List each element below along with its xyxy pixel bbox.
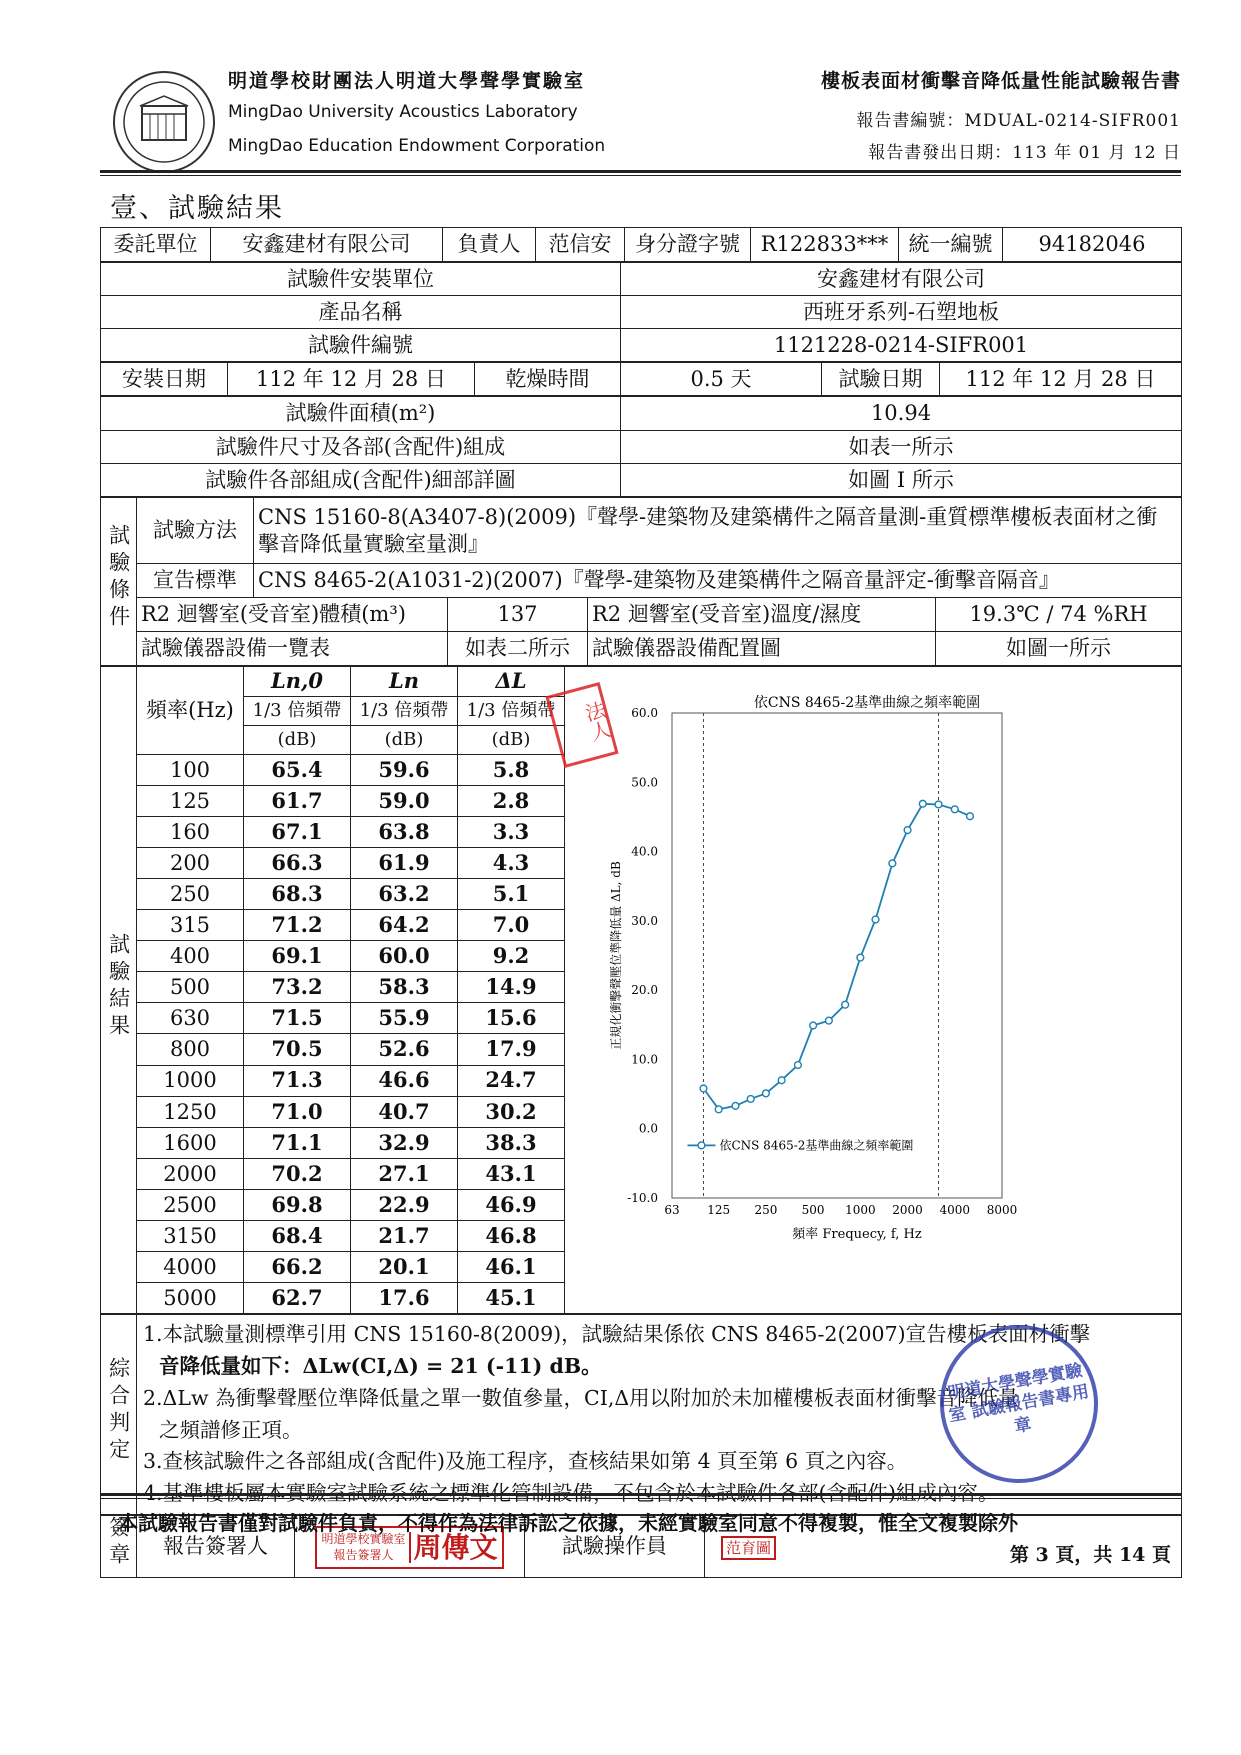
- freq-cell: 800: [137, 1034, 244, 1065]
- unit-label: (dB): [458, 726, 565, 755]
- results-group-label: 試驗結果: [101, 667, 137, 1314]
- lab-name-cn: 明道學校財團法人明道大學聲學實驗室: [228, 70, 586, 92]
- volume-value: 137: [448, 598, 588, 632]
- data-point: [967, 813, 974, 820]
- temp-value: 19.3℃ / 74 %RH: [936, 598, 1182, 632]
- delta-l-cell: 2.8: [458, 785, 565, 816]
- plot-frame: [672, 713, 1002, 1198]
- freq-cell: 160: [137, 817, 244, 848]
- ln-cell: 40.7: [351, 1096, 458, 1127]
- x-tick-label: 4000: [939, 1203, 971, 1217]
- ln0-cell: 70.5: [244, 1034, 351, 1065]
- side-red-stamp: 法人: [545, 682, 618, 768]
- area-value: 10.94: [621, 397, 1182, 431]
- client-label: 委託單位: [101, 228, 211, 262]
- x-axis-label: 頻率 Frequecy, f, Hz: [792, 1227, 922, 1242]
- ln-cell: 59.0: [351, 785, 458, 816]
- specimen-info-2: [100, 396, 1182, 497]
- operator-label: 試驗操作員: [525, 1515, 705, 1577]
- chart-cell: [565, 667, 1182, 1314]
- data-point: [935, 801, 942, 808]
- client-value: 安鑫建材有限公司: [211, 228, 443, 262]
- ln0-cell: 68.4: [244, 1220, 351, 1251]
- ln0-cell: 71.1: [244, 1127, 351, 1158]
- x-tick-label: 500: [801, 1203, 825, 1217]
- delta-l-chart: [565, 667, 1182, 1307]
- ln0-cell: 71.5: [244, 1003, 351, 1034]
- size-label: 試驗件尺寸及各部(含配件)組成: [101, 431, 621, 464]
- data-point: [715, 1106, 722, 1113]
- ln0-cell: 66.2: [244, 1251, 351, 1282]
- freq-cell: 5000: [137, 1282, 244, 1313]
- summary-line-1a: 1.本試驗量測標準引用 CNS 15160-8(2009)，試驗結果係依 CNS 8465-2(2007)宣告樓板表面材衝擊: [143, 1322, 1091, 1347]
- footer-rule-thin: [100, 1498, 1181, 1499]
- freq-cell: 200: [137, 848, 244, 879]
- ln-cell: 60.0: [351, 941, 458, 972]
- ln-cell: 20.1: [351, 1251, 458, 1282]
- data-point: [904, 827, 911, 834]
- page-number: 第 3 頁，共 14 頁: [1009, 1544, 1171, 1566]
- ln0-cell: 68.3: [244, 879, 351, 910]
- delta-l-cell: 4.3: [458, 848, 565, 879]
- y-tick-label: 40.0: [631, 844, 658, 859]
- band-label: 1/3 倍頻帶: [244, 697, 351, 726]
- y-axis-label: 正規化衝擊聲壓位準降低量 ΔL, dB: [609, 861, 623, 1050]
- lab-round-seal: 明道大學聲學實驗室 試驗報告書專用章: [927, 1312, 1110, 1495]
- band-label: 1/3 倍頻帶: [351, 697, 458, 726]
- report-number: 報告書編號：MDUAL-0214-SIFR001: [856, 111, 1181, 131]
- delta-l-cell: 45.1: [458, 1282, 565, 1313]
- freq-cell: 630: [137, 1003, 244, 1034]
- legend-label: 依CNS 8465-2基準曲線之頻率範圍: [719, 1138, 914, 1153]
- signer-label: 報告簽署人: [137, 1515, 295, 1577]
- detail-value: 如圖 I 所示: [621, 464, 1182, 497]
- uni-label: 統一編號: [899, 228, 1003, 262]
- university-seal-logo: [112, 70, 216, 174]
- test-date-value: 112 年 12 月 28 日: [940, 363, 1182, 396]
- summary-line-3: 3.查核試驗件之各部組成(含配件)及施工程序，查核結果如第 4 頁至第 6 頁之內容。: [143, 1449, 908, 1474]
- freq-cell: 1250: [137, 1096, 244, 1127]
- dry-label: 乾燥時間: [475, 363, 621, 396]
- test-conditions: [100, 497, 1182, 666]
- delta-l-cell: 7.0: [458, 910, 565, 941]
- ln0-cell: 65.4: [244, 754, 351, 785]
- size-value: 如表一所示: [621, 431, 1182, 464]
- delta-l-cell: 5.8: [458, 754, 565, 785]
- freq-cell: 315: [137, 910, 244, 941]
- standard-value: CNS 8465-2(A1031-2)(2007)『聲學-建築物及建築構件之隔音量評定-衝擊音隔音』: [254, 564, 1182, 598]
- x-tick-label: 125: [707, 1203, 731, 1217]
- data-point: [778, 1077, 785, 1084]
- ln-header: Ln: [351, 667, 458, 697]
- delta-l-cell: 46.8: [458, 1220, 565, 1251]
- method-value: CNS 15160-8(A3407-8)(2009)『聲學-建築物及建築構件之隔音量測-重質標準樓板表面材之衝擊音降低量實驗室量測』: [254, 498, 1182, 564]
- delta-l-cell: 3.3: [458, 817, 565, 848]
- ln0-cell: 69.1: [244, 941, 351, 972]
- report-title: 樓板表面材衝擊音降低量性能試驗報告書: [820, 70, 1181, 92]
- data-point: [747, 1096, 754, 1103]
- data-point: [700, 1085, 707, 1092]
- y-tick-label: 50.0: [631, 775, 658, 790]
- ln-cell: 63.2: [351, 879, 458, 910]
- conditions-group-label: 試驗條件: [101, 498, 137, 666]
- chart-title: 依CNS 8465-2基準曲線之頻率範圍: [753, 695, 981, 711]
- y-tick-label: 20.0: [631, 983, 658, 998]
- ln-cell: 55.9: [351, 1003, 458, 1034]
- install-unit-value: 安鑫建材有限公司: [621, 263, 1182, 296]
- data-point: [857, 954, 864, 961]
- x-tick-label: 1000: [845, 1203, 876, 1217]
- ln0-cell: 66.3: [244, 848, 351, 879]
- equip-list-label: 試驗儀器設備一覽表: [137, 632, 448, 666]
- summary-line-2a: 2.ΔLw 為衝擊聲壓位準降低量之單一數值參量，CI,Δ用以附加於未加權樓板表面材衝擊音降低量: [143, 1385, 1019, 1410]
- y-tick-label: -10.0: [627, 1191, 658, 1205]
- freq-cell: 2000: [137, 1158, 244, 1189]
- data-point: [825, 1017, 832, 1024]
- x-tick-label: 8000: [986, 1203, 1018, 1217]
- method-label: 試驗方法: [137, 498, 254, 564]
- person-label: 負責人: [443, 228, 536, 262]
- data-point: [889, 860, 896, 867]
- detail-label: 試驗件各部組成(含配件)細部詳圖: [101, 464, 621, 497]
- ln-cell: 27.1: [351, 1158, 458, 1189]
- ln-cell: 59.6: [351, 754, 458, 785]
- operator-stamp: 范育圖: [721, 1536, 776, 1560]
- freq-cell: 1000: [137, 1065, 244, 1096]
- equip-layout-label: 試驗儀器設備配置圖: [588, 632, 936, 666]
- client-row: [100, 227, 1182, 262]
- ln-cell: 17.6: [351, 1282, 458, 1313]
- ln0-cell: 71.0: [244, 1096, 351, 1127]
- delta-l-cell: 24.7: [458, 1065, 565, 1096]
- band-label: 1/3 倍頻帶: [458, 697, 565, 726]
- y-tick-label: 0.0: [638, 1121, 658, 1136]
- unit-label: (dB): [351, 726, 458, 755]
- ln0-cell: 73.2: [244, 972, 351, 1003]
- specimen-info: [100, 262, 1182, 362]
- ln-cell: 46.6: [351, 1065, 458, 1096]
- x-tick-label: 63: [664, 1203, 680, 1217]
- ln-cell: 61.9: [351, 848, 458, 879]
- data-point: [810, 1022, 817, 1029]
- header-rule: [100, 170, 1181, 173]
- delta-l-cell: 46.9: [458, 1189, 565, 1220]
- area-label: 試驗件面積(m²): [101, 397, 621, 431]
- summary-group-label: 綜合判定: [101, 1315, 137, 1515]
- data-point: [795, 1062, 802, 1069]
- delta-l-cell: 14.9: [458, 972, 565, 1003]
- delta-l-cell: 5.1: [458, 879, 565, 910]
- summary-line-4: 4.基準樓板屬本實驗室試驗系統之標準化管制設備，不包含於本試驗件各部(含配件)組成內容。: [143, 1481, 999, 1506]
- ln0-cell: 69.8: [244, 1189, 351, 1220]
- delta-l-cell: 38.3: [458, 1127, 565, 1158]
- ln0-cell: 61.7: [244, 785, 351, 816]
- signature-group-label: 簽章: [101, 1515, 137, 1577]
- delta-l-cell: 9.2: [458, 941, 565, 972]
- product-value: 西班牙系列-石塑地板: [621, 296, 1182, 329]
- ln-cell: 63.8: [351, 817, 458, 848]
- y-tick-label: 30.0: [631, 913, 658, 928]
- delta-l-header: ΔL: [458, 667, 565, 697]
- report-issue-date: 報告書發出日期：113 年 01 月 12 日: [868, 143, 1181, 163]
- summary-line-2b: 之頻譜修正項。: [159, 1417, 303, 1442]
- signer-stamp: 明道學校實驗室 報告簽署人 周傳文: [315, 1526, 503, 1569]
- volume-label: R2 迴響室(受音室)體積(m³): [137, 598, 448, 632]
- header-rule-thin: [100, 175, 1181, 176]
- ln0-cell: 71.2: [244, 910, 351, 941]
- x-tick-label: 250: [754, 1203, 778, 1217]
- data-point: [842, 1001, 849, 1008]
- delta-l-cell: 30.2: [458, 1096, 565, 1127]
- product-label: 產品名稱: [101, 296, 621, 329]
- data-point: [732, 1102, 739, 1109]
- footer-disclaimer: 本試驗報告書僅對試驗件負責，不得作為法律訴訟之依據，未經實驗室同意不得複製，惟全文複製除外: [118, 1511, 1018, 1535]
- y-tick-label: 10.0: [631, 1052, 658, 1067]
- data-point: [951, 806, 958, 813]
- equip-layout-value: 如圖一所示: [936, 632, 1182, 666]
- specimen-no-value: 1121228-0214-SIFR001: [621, 329, 1182, 362]
- y-tick-label: 60.0: [631, 706, 658, 720]
- freq-cell: 1600: [137, 1127, 244, 1158]
- series-line: [704, 804, 971, 1110]
- results-table: [100, 666, 1182, 1314]
- person-value: 范信安: [536, 228, 625, 262]
- ln-cell: 58.3: [351, 972, 458, 1003]
- uni-value: 94182046: [1003, 228, 1182, 262]
- id-value: R122833***: [751, 228, 899, 262]
- dates-row: [100, 362, 1182, 396]
- x-tick-label: 2000: [892, 1203, 923, 1217]
- specimen-no-label: 試驗件編號: [101, 329, 621, 362]
- ln-cell: 21.7: [351, 1220, 458, 1251]
- data-point: [872, 916, 879, 923]
- install-date-value: 112 年 12 月 28 日: [228, 363, 475, 396]
- freq-cell: 400: [137, 941, 244, 972]
- ln-cell: 32.9: [351, 1127, 458, 1158]
- install-unit-label: 試驗件安裝單位: [101, 263, 621, 296]
- corp-name-en: MingDao Education Endowment Corporation: [228, 136, 606, 156]
- equip-list-value: 如表二所示: [448, 632, 588, 666]
- legend-marker: [698, 1142, 705, 1149]
- freq-cell: 250: [137, 879, 244, 910]
- footer-rule: [100, 1493, 1181, 1496]
- data-point: [762, 1090, 769, 1097]
- delta-l-cell: 15.6: [458, 1003, 565, 1034]
- ln0-cell: 62.7: [244, 1282, 351, 1313]
- ln-cell: 64.2: [351, 910, 458, 941]
- delta-l-cell: 43.1: [458, 1158, 565, 1189]
- freq-cell: 4000: [137, 1251, 244, 1282]
- delta-l-cell: 46.1: [458, 1251, 565, 1282]
- freq-cell: 500: [137, 972, 244, 1003]
- freq-cell: 125: [137, 785, 244, 816]
- ln0-cell: 67.1: [244, 817, 351, 848]
- id-label: 身分證字號: [625, 228, 751, 262]
- lab-name-en: MingDao University Acoustics Laboratory: [228, 102, 578, 122]
- ln-cell: 52.6: [351, 1034, 458, 1065]
- ln0-header: Ln,0: [244, 667, 351, 697]
- freq-header: 頻率(Hz): [137, 667, 244, 755]
- unit-label: (dB): [244, 726, 351, 755]
- standard-label: 宣告標準: [137, 564, 254, 598]
- data-point: [919, 800, 926, 807]
- ln-cell: 22.9: [351, 1189, 458, 1220]
- freq-cell: 2500: [137, 1189, 244, 1220]
- summary-line-1b: 音降低量如下：ΔLw(CI,Δ) = 21 (-11) dB。: [159, 1354, 602, 1379]
- delta-l-cell: 17.9: [458, 1034, 565, 1065]
- ln0-cell: 71.3: [244, 1065, 351, 1096]
- freq-cell: 100: [137, 754, 244, 785]
- install-date-label: 安裝日期: [101, 363, 228, 396]
- ln0-cell: 70.2: [244, 1158, 351, 1189]
- test-date-label: 試驗日期: [822, 363, 940, 396]
- section-title: 壹、試驗結果: [110, 193, 284, 224]
- dry-value: 0.5 天: [621, 363, 822, 396]
- freq-cell: 3150: [137, 1220, 244, 1251]
- temp-label: R2 迴響室(受音室)溫度/濕度: [588, 598, 936, 632]
